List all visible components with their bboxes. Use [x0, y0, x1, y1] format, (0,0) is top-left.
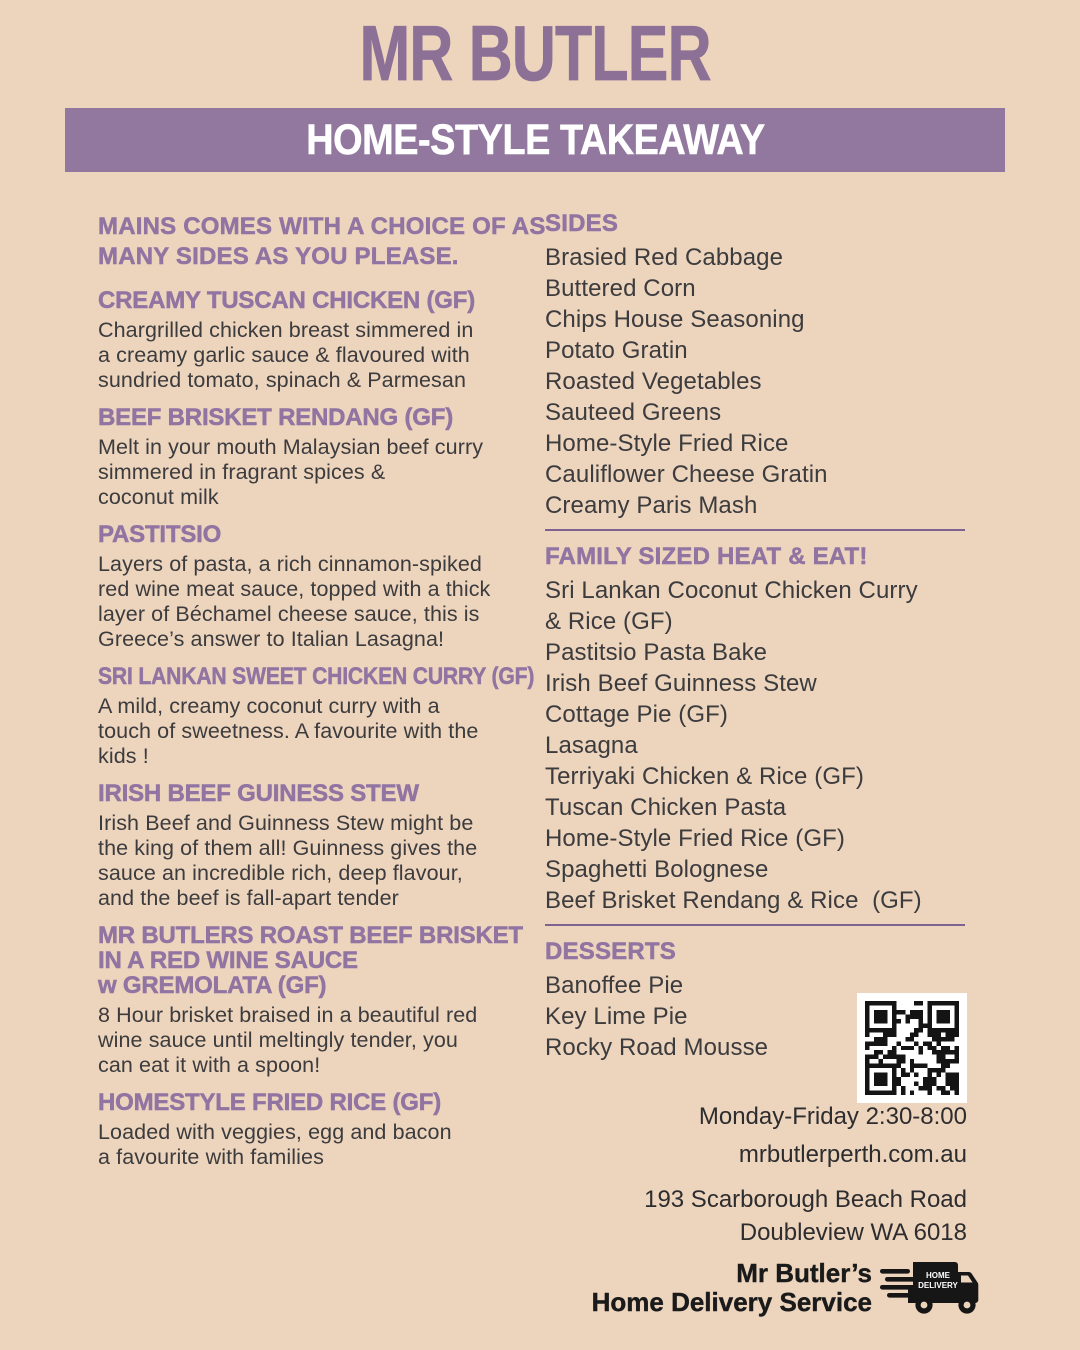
menu-item [98, 288, 550, 393]
menu-item-description-line: Melt in your mouth Malaysian beef curry [98, 435, 484, 459]
dessert-item: Rocky Road Mousse [545, 1034, 769, 1061]
family-item: Lasagna [545, 732, 638, 759]
family-item: Tuscan Chicken Pasta [545, 794, 787, 821]
menu-item-description-line: Greece’s answer to Italian Lasagna! [98, 627, 445, 651]
menu-item-title [98, 1090, 550, 1115]
contact-block [644, 1098, 967, 1249]
menu-item-description-line: red wine meat sauce, topped with a thick [98, 577, 491, 601]
delivery-truck-icon [880, 1256, 980, 1320]
menu-item-title-line: PASTITSIO [98, 521, 222, 548]
menu-item-title [98, 522, 550, 547]
family-item: Pastitsio Pasta Bake [545, 639, 768, 666]
mains-note [98, 212, 550, 272]
side-item: Sauteed Greens [545, 399, 722, 426]
menu-item-title [98, 781, 550, 806]
menu-item-description-line: A mild, creamy coconut curry with a [98, 694, 440, 718]
right-column [545, 210, 965, 1063]
side-item: Cauliflower Cheese Gratin [545, 461, 828, 488]
menu-item-description-line: coconut milk [98, 485, 219, 509]
sides-heading: SIDES [545, 210, 619, 237]
family-section [545, 543, 965, 926]
truck-label-delivery: DELIVERY [918, 1281, 958, 1290]
menu-item-title-line: HOMESTYLE FRIED RICE (GF) [98, 1089, 442, 1116]
banner [65, 108, 1005, 172]
qr-code [857, 993, 967, 1103]
family-item: Irish Beef Guinness Stew [545, 670, 817, 697]
menu-item-description [98, 435, 550, 510]
sides-section [545, 210, 965, 531]
side-item: Creamy Paris Mash [545, 492, 758, 519]
menu-item-description-line: kids ! [98, 744, 149, 768]
dessert-item: Key Lime Pie [545, 1003, 688, 1030]
menu-item-description-line: 8 Hour brisket braised in a beautiful red [98, 1003, 478, 1027]
menu-item-description [98, 552, 550, 652]
delivery-footer [592, 1256, 980, 1320]
menu-item [98, 923, 550, 1078]
side-item: Buttered Corn [545, 275, 696, 302]
side-item: Roasted Vegetables [545, 368, 762, 395]
menu-item [98, 522, 550, 652]
menu-item-title-line: CREAMY TUSCAN CHICKEN (GF) [98, 287, 476, 314]
truck-label-home: HOME [926, 1271, 950, 1280]
menu-item [98, 664, 550, 769]
menu-item-title [98, 923, 550, 998]
mains-note-line: MANY SIDES AS YOU PLEASE. [98, 243, 459, 270]
menu-item-description-line: Loaded with veggies, egg and bacon [98, 1120, 452, 1144]
divider [545, 924, 965, 926]
menu-item [98, 781, 550, 911]
menu-item-title [98, 288, 550, 313]
side-item: Chips House Seasoning [545, 306, 805, 333]
menu-item-description-line: sauce an incredible rich, deep flavour, [98, 861, 463, 885]
menu-item-description-line: wine sauce until meltingly tender, you [98, 1028, 458, 1052]
mains-column [98, 212, 550, 1182]
family-list [545, 575, 965, 916]
address-line-2: Doubleview WA 6018 [739, 1219, 967, 1246]
banner-text: HOME-STYLE TAKEAWAY [305, 115, 765, 164]
menu-item-description [98, 1120, 550, 1170]
website-url: mrbutlerperth.com.au [738, 1141, 967, 1168]
address-line-1: 193 Scarborough Beach Road [644, 1186, 967, 1213]
menu-item-description-line: Layers of pasta, a rich cinnamon-spiked [98, 552, 482, 576]
family-heading: FAMILY SIZED HEAT & EAT! [545, 543, 868, 570]
menu-item-description-line: and the beef is fall-apart tender [98, 886, 399, 910]
menu-item-title [98, 664, 550, 689]
menu-item-description-line: a creamy garlic sauce & flavoured with [98, 343, 470, 367]
mains-note-line: MAINS COMES WITH A CHOICE OF AS [98, 213, 546, 240]
menu-item-description-line: can eat it with a spoon! [98, 1053, 321, 1077]
family-item: Terriyaki Chicken & Rice (GF) [545, 763, 864, 790]
menu-item-description [98, 811, 550, 911]
menu-item-description [98, 318, 550, 393]
menu-item-title [98, 405, 550, 430]
menu-item-description-line: the king of them all! Guinness gives the [98, 836, 478, 860]
family-item: Beef Brisket Rendang & Rice (GF) [545, 887, 922, 914]
menu-item-description-line: sundried tomato, spinach & Parmesan [98, 368, 467, 392]
address [644, 1183, 967, 1249]
menu-item-title-line: IN A RED WINE SAUCE [98, 947, 358, 974]
qr-code-image [865, 1001, 959, 1095]
side-item: Home-Style Fried Rice [545, 430, 789, 457]
menu-item-title-line: BEEF BRISKET RENDANG (GF) [98, 404, 454, 431]
menu-item-description-line: Chargrilled chicken breast simmered in [98, 318, 474, 342]
menu-item [98, 405, 550, 510]
menu-item-description [98, 1003, 550, 1078]
dessert-item: Banoffee Pie [545, 972, 684, 999]
family-item: Home-Style Fried Rice (GF) [545, 825, 845, 852]
divider [545, 529, 965, 531]
delivery-brand-line-2: Home Delivery Service [591, 1287, 872, 1317]
side-item: Potato Gratin [545, 337, 688, 364]
menu-item-description-line: layer of Béchamel cheese sauce, this is [98, 602, 480, 626]
mains-list [98, 288, 550, 1170]
family-item: Cottage Pie (GF) [545, 701, 728, 728]
family-item: Spaghetti Bolognese [545, 856, 769, 883]
menu-item-description-line: Irish Beef and Guinness Stew might be [98, 811, 474, 835]
brand-title-text: MR BUTLER [359, 9, 711, 97]
menu-item-title-line: w GREMOLATA (GF) [98, 972, 327, 999]
menu-item-title-line: MR BUTLERS ROAST BEEF BRISKET [98, 922, 523, 949]
menu-item-title-line: IRISH BEEF GUINESS STEW [98, 780, 419, 807]
delivery-brand-line-1: Mr Butler’s [736, 1258, 872, 1288]
side-item: Brasied Red Cabbage [545, 244, 784, 271]
page-title [65, 9, 1005, 109]
menu-item [98, 1090, 550, 1170]
family-item: Sri Lankan Coconut Chicken Curry [545, 577, 918, 604]
menu-item-description-line: touch of sweetness. A favourite with the [98, 719, 479, 743]
desserts-heading: DESSERTS [545, 938, 676, 965]
menu-item-title-line: SRI LANKAN SWEET CHICKEN CURRY (GF) [98, 663, 535, 690]
family-item: & Rice (GF) [545, 608, 673, 635]
menu-item-description-line: simmered in fragrant spices & [98, 460, 386, 484]
opening-hours: Monday-Friday 2:30-8:00 [698, 1103, 967, 1130]
sides-list [545, 242, 965, 521]
menu-item-description-line: a favourite with families [98, 1145, 324, 1169]
delivery-brand-text [592, 1259, 872, 1317]
menu-item-description [98, 694, 550, 769]
